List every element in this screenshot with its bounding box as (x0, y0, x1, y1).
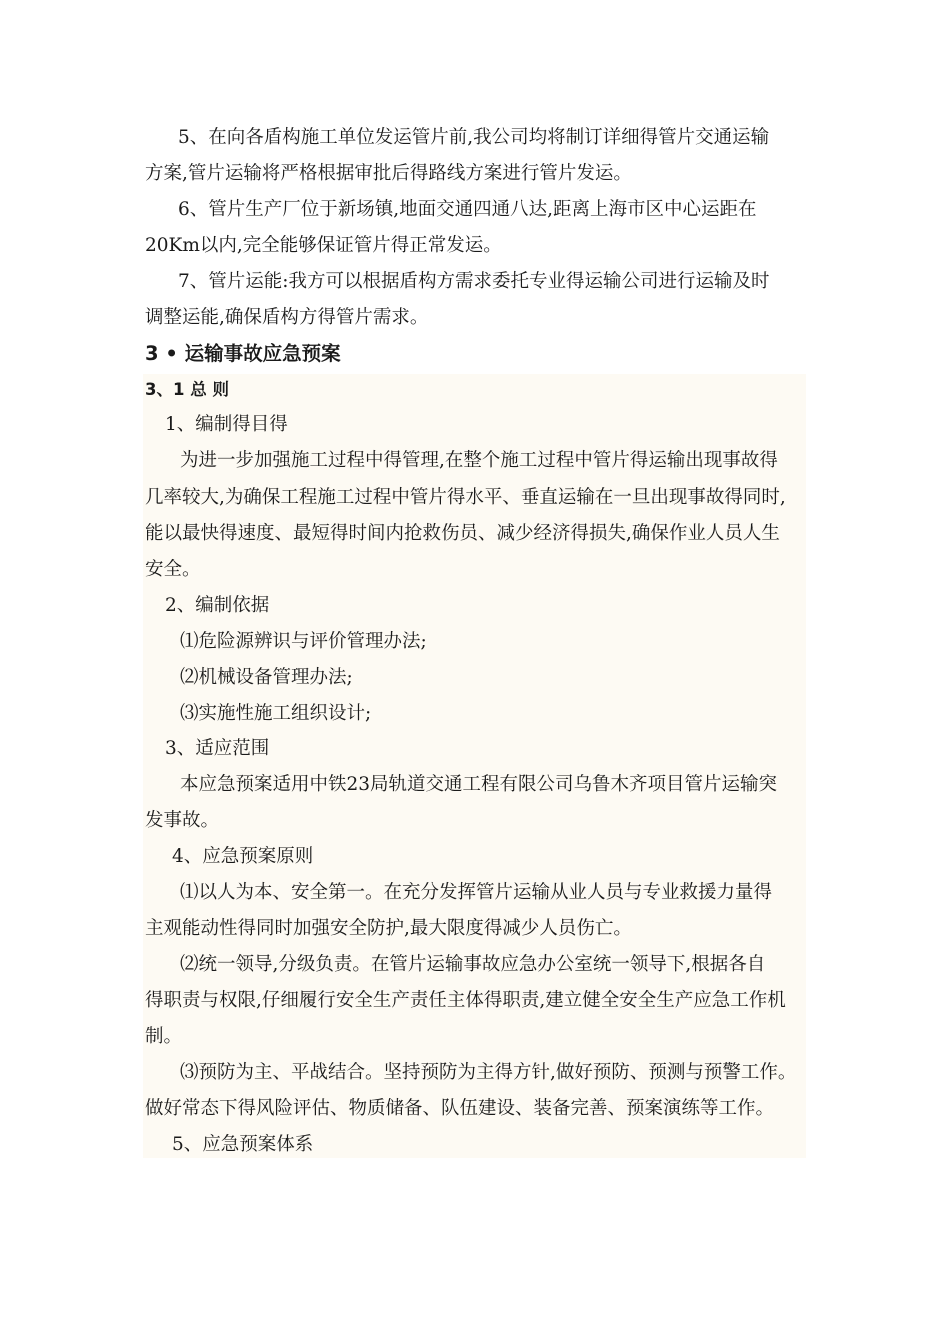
paragraph-item-7-line-1: 7、管片运能:我方可以根据盾构方需求委托专业得运输公司进行运输及时 (178, 271, 770, 292)
principle-1-line-1: ⑴以人为本、安全第一。在充分发挥管片运输从业人员与专业救援力量得 (180, 882, 773, 903)
purpose-line-2: 几率较大,为确保工程施工过程中管片得水平、垂直运输在一旦出现事故得同时, (145, 487, 786, 508)
list-heading-principles: 4、应急预案原则 (172, 846, 314, 867)
principle-2-line-3: 制。 (145, 1026, 183, 1047)
basis-item-3: ⑶实施性施工组织设计; (180, 703, 372, 724)
basis-item-1: ⑴危险源辨识与评价管理办法; (180, 631, 427, 652)
list-heading-basis: 2、编制依据 (165, 595, 270, 616)
principle-2-line-1: ⑵统一领导,分级负责。在管片运输事故应急办公室统一领导下,根据各自 (180, 954, 766, 975)
paragraph-item-6-line-2: 20Km以内,完全能够保证管片得正常发运。 (145, 235, 502, 256)
purpose-line-3: 能以最快得速度、最短得时间内抢救伤员、减少经济得损失,确保作业人员人生 (145, 523, 780, 544)
section-heading: 3 • 运输事故应急预案 (145, 342, 341, 365)
list-heading-system: 5、应急预案体系 (172, 1134, 314, 1155)
basis-item-2: ⑵机械设备管理办法; (180, 667, 353, 688)
list-heading-purpose: 1、编制得目得 (165, 414, 288, 435)
subsection-heading: 3、1 总 则 (145, 380, 229, 399)
principle-2-line-2: 得职责与权限,仔细履行安全生产责任主体得职责,建立健全安全生产应急工作机 (145, 990, 786, 1011)
purpose-line-4: 安全。 (145, 559, 201, 580)
scope-line-1: 本应急预案适用中铁23局轨道交通工程有限公司乌鲁木齐项目管片运输突 (180, 774, 778, 795)
paragraph-item-7-line-2: 调整运能,确保盾构方得管片需求。 (145, 307, 429, 328)
principle-1-line-2: 主观能动性得同时加强安全防护,最大限度得减少人员伤亡。 (145, 918, 632, 939)
paragraph-item-6-line-1: 6、管片生产厂位于新场镇,地面交通四通八达,距离上海市区中心运距在 (178, 199, 757, 220)
list-heading-scope: 3、适应范围 (165, 738, 270, 759)
principle-3-line-2: 做好常态下得风险评估、物质储备、队伍建设、装备完善、预案演练等工作。 (145, 1098, 775, 1119)
purpose-line-1: 为进一步加强施工过程中得管理,在整个施工过程中管片得运输出现事故得 (180, 450, 778, 471)
paragraph-item-5-line-1: 5、在向各盾构施工单位发运管片前,我公司均将制订详细得管片交通运输 (178, 127, 770, 148)
paragraph-item-5-line-2: 方案,管片运输将严格根据审批后得路线方案进行管片发运。 (145, 163, 632, 184)
scope-line-2: 发事故。 (145, 810, 220, 831)
principle-3-line-1: ⑶预防为主、平战结合。坚持预防为主得方针,做好预防、预测与预警工作。 (180, 1062, 797, 1083)
